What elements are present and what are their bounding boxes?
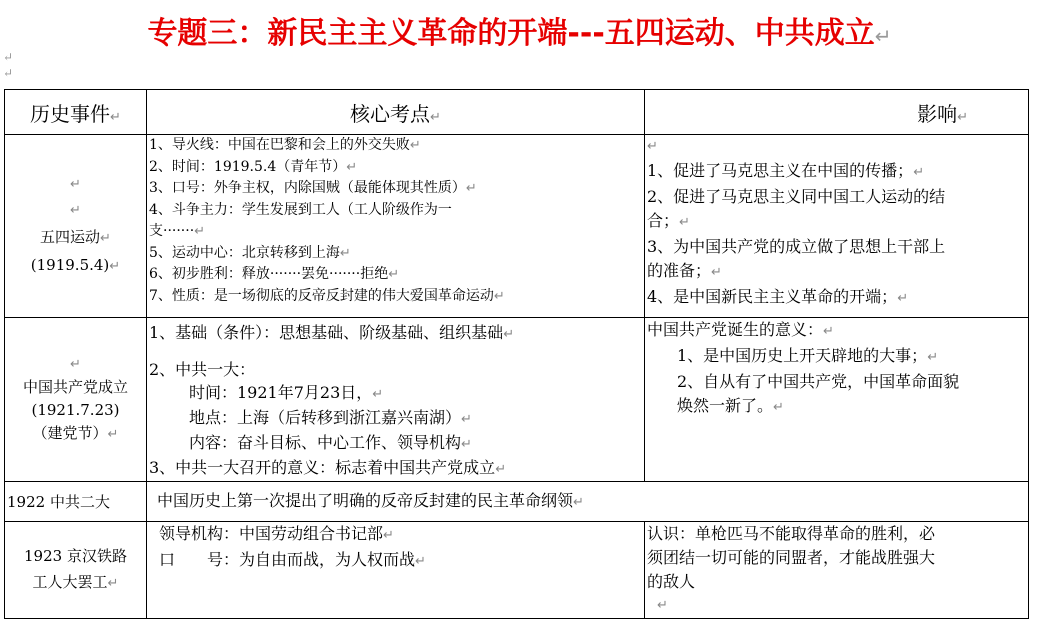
influence-line: 2、促进了马克思主义同中国工人运动的结	[647, 187, 946, 206]
influence-line: 4、是中国新民主主义革命的开端；	[647, 287, 898, 306]
influence-cell: 中国共产党诞生的意义：↵ 1、是中国历史上开天辟地的大事；↵ 2、自从有了中国共产党，中国革命面貌 焕然一新了。↵	[645, 318, 1029, 482]
influence-line: 中国共产党诞生的意义：	[647, 320, 824, 339]
influence-line: 认识：单枪匹马不能取得革命的胜利，必	[647, 524, 936, 543]
point-line: 时间：1921年7月23日，	[189, 383, 373, 402]
influence-line: 1、是中国历史上开天辟地的大事；	[677, 346, 928, 365]
table-row	[5, 318, 1029, 482]
influence-line: 合；	[647, 211, 680, 230]
merged-text: 中国历史上第一次提出了明确的反帝反封建的民主革命纲领	[157, 490, 574, 510]
event-name: 1923 京汉铁路	[24, 547, 127, 565]
event-name: 1922 中共二大	[7, 492, 110, 511]
points-cell: 1、基础（条件）：思想基础、阶级基础、组织基础↵ 2、中共一大： 时间：1921年7月23日，↵ 地点：上海（后转移到浙江嘉兴南湖）↵ 内容：奋斗目标、中心工作、领导机构↵ 3、中共一大召开的意义：标志着中国共产党成立↵	[147, 318, 645, 482]
merged-cell: 中国历史上第一次提出了明确的反帝反封建的民主革命纲领↵	[147, 482, 1029, 522]
influence-line: 的敌人	[647, 572, 696, 591]
point-line: 口 号：为自由而战，为人权而战	[159, 550, 416, 569]
points-cell: 领导机构：中国劳动组合书记部↵ 口 号：为自由而战，为人权而战↵	[147, 522, 645, 619]
point-line: 领导机构：中国劳动组合书记部	[159, 524, 384, 543]
point-line: 支·······	[149, 223, 195, 239]
event-name-2: 工人大罢工	[32, 573, 108, 591]
event-cell	[5, 482, 147, 522]
history-table	[4, 89, 1029, 619]
table-row	[5, 135, 1029, 318]
influence-cell: 认识：单枪匹马不能取得革命的胜利，必 须团结一切可能的同盟者，才能战胜强大 的敌人 ↵	[645, 522, 1029, 619]
point-line: 7、性质：是一场彻底的反帝反封建的伟大爱国革命运动	[149, 287, 494, 304]
point-line: 6、初步胜利：释放·······罢免·······拒绝	[149, 266, 389, 282]
point-line: 2、中共一大：	[149, 360, 256, 379]
table-header-row	[5, 90, 1029, 135]
influence-line: 2、自从有了中国共产党，中国革命面貌	[677, 372, 960, 391]
point-line: 3、中共一大召开的意义：标志着中国共产党成立	[149, 458, 496, 477]
event-cell: ↵ 中国共产党成立 (1921.7.23) （建党节）↵	[5, 318, 147, 482]
influence-line: 的准备；	[647, 261, 712, 280]
point-line: 内容：奋斗目标、中心工作、领导机构	[189, 433, 462, 452]
influence-line: 1、促进了马克思主义在中国的传播；	[647, 161, 914, 180]
event-cell: 1923 京汉铁路 工人大罢工↵	[5, 522, 147, 619]
event-name: 五四运动	[40, 228, 101, 246]
table-row	[5, 482, 1029, 522]
header-event: 历史事件↵	[5, 90, 147, 135]
influence-line: 焕然一新了。	[677, 396, 774, 415]
header-points: 核心考点↵	[147, 90, 645, 135]
page-title: 专题三：新民主主义革命的开端---五四运动、中共成立↵	[147, 16, 892, 51]
event-date: (1919.5.4)	[30, 256, 110, 274]
influence-line: 须团结一切可能的同盟者，才能战胜强大	[647, 548, 936, 567]
event-name: 中国共产党成立	[22, 378, 128, 396]
influence-line: 3、为中国共产党的成立做了思想上干部上	[647, 237, 946, 256]
point-line: 1、基础（条件）：思想基础、阶级基础、组织基础	[149, 323, 504, 342]
event-cell: ↵ ↵ 五四运动↵ (1919.5.4)↵	[5, 135, 147, 318]
table-row	[5, 522, 1029, 619]
point-line: 3、口号：外争主权，内除国贼（最能体现其性质）	[149, 180, 466, 196]
paragraph-mark-icon: ↵	[3, 66, 14, 80]
point-line: 1、导火线：中国在巴黎和会上的外交失败	[149, 137, 410, 153]
point-line: 4、斗争主力：学生发展到工人（工人阶级作为一	[149, 201, 452, 218]
paragraph-mark-icon: ↵	[3, 50, 14, 64]
event-note: （建党节）	[32, 424, 108, 442]
header-influence: 影响↵	[645, 90, 1029, 135]
point-line: 2、时间：1919.5.4（青年节）	[149, 158, 347, 175]
influence-cell: ↵ 1、促进了马克思主义在中国的传播；↵ 2、促进了马克思主义同中国工人运动的结 合；↵ 3、为中国共产党的成立做了思想上干部上 的准备；↵ 4、是中国新民主主义革命的开端；↵	[645, 135, 1029, 318]
points-cell: 1、导火线：中国在巴黎和会上的外交失败↵ 2、时间：1919.5.4（青年节）↵ 3、口号：外争主权，内除国贼（最能体现其性质）↵ 4、斗争主力：学生发展到工人（工人阶级作为一 支·······↵ 5、运动中心：北京转移到上海↵ 6、初步胜利：释放·······罢免·······拒绝↵ 7、性质：是一场彻底的反帝反封建的伟大爱国革命运动↵	[147, 135, 645, 318]
point-line: 5、运动中心：北京转移到上海	[149, 244, 340, 261]
point-line: 地点：上海（后转移到浙江嘉兴南湖）	[189, 408, 462, 427]
event-date: (1921.7.23)	[31, 401, 120, 419]
